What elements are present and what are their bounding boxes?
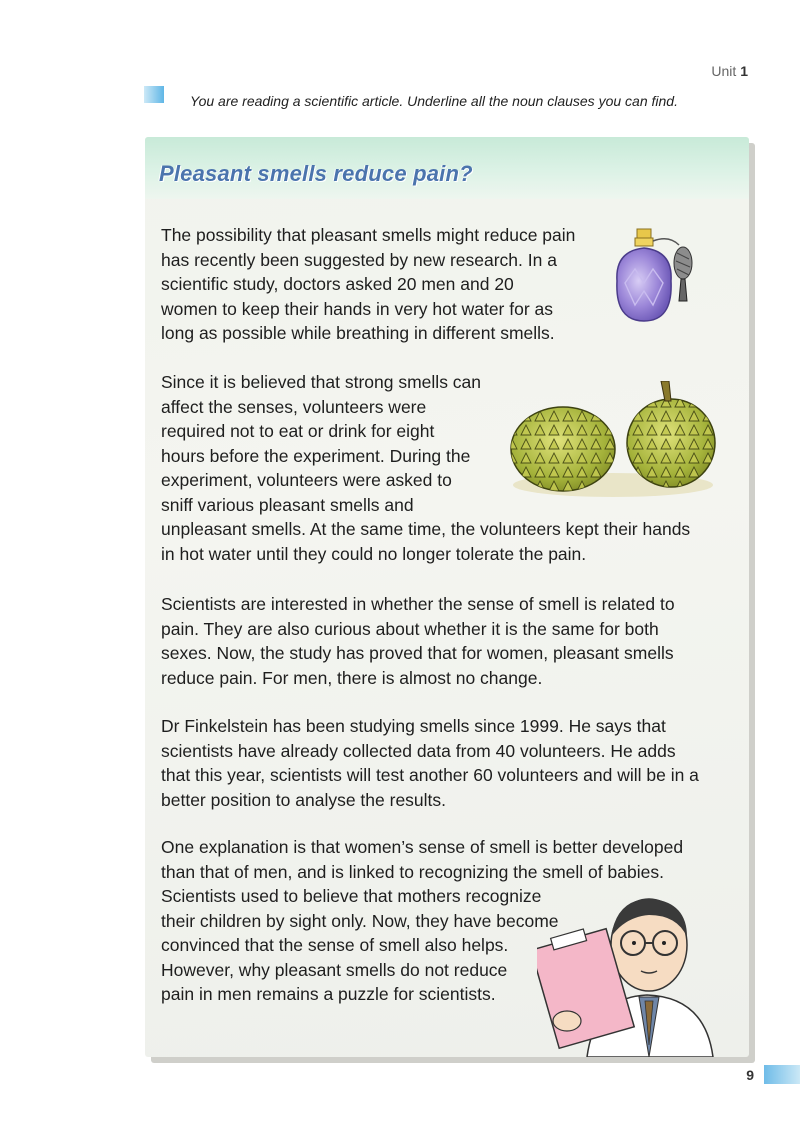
page-number: 9 <box>746 1067 754 1083</box>
text-line: women to keep their hands in very hot water for as <box>161 298 554 319</box>
instruction-marker <box>144 86 164 103</box>
text-line: has recently been suggested by new research. In a <box>161 249 557 270</box>
perfume-bottle-illustration <box>607 221 717 331</box>
text-line: unpleasant smells. At the same time, the volunteers kept their hands <box>161 519 691 539</box>
text-line: sexes. Now, the study has proved that for women, pleasant smells <box>161 643 674 663</box>
unit-number: 1 <box>740 63 748 79</box>
text-line: hours before the experiment. During the <box>161 445 471 466</box>
article-title: Pleasant smells reduce pain? <box>159 161 473 186</box>
article-paragraph-1 <box>161 223 575 346</box>
text-line: long as possible while breathing in different smells. <box>161 323 555 343</box>
text-line: affect the senses, volunteers were <box>161 396 427 417</box>
unit-label <box>711 63 748 79</box>
text-line: than that of men, and is linked to recognizing the smell of babies. <box>161 861 664 882</box>
text-line: required not to eat or drink for eight <box>161 421 435 441</box>
text-line: Since it is believed that strong smells can <box>161 372 482 392</box>
text-line: However, why pleasant smells do not reduce <box>161 959 508 980</box>
instruction-text: You are reading a scientific article. Underline all the noun clauses you can find. <box>190 93 678 109</box>
durian-fruit-illustration <box>505 381 721 501</box>
text-line: pain in men remains a puzzle for scientists. <box>161 984 496 1004</box>
text-line: scientists have already collected data from 40 volunteers. He adds <box>161 740 676 761</box>
text-line: convinced that the sense of smell also helps. <box>161 935 509 955</box>
scientist-with-clipboard-illustration <box>537 885 737 1057</box>
text-line: The possibility that pleasant smells might reduce pain <box>161 225 576 245</box>
text-line: Dr Finkelstein has been studying smells since 1999. He says that <box>161 716 666 736</box>
article-card <box>145 137 749 1057</box>
article-paragraph-4 <box>161 714 699 812</box>
text-line: One explanation is that women’s sense of smell is better developed <box>161 837 684 857</box>
text-line: better position to analyse the results. <box>161 789 447 810</box>
text-line: scientific study, doctors asked 20 men and 20 <box>161 274 514 294</box>
text-line: Scientists are interested in whether the sense of smell is related to <box>161 594 675 614</box>
text-line: that this year, scientists will test another 60 volunteers and will be in a <box>161 765 699 785</box>
article-paragraph-3 <box>161 592 675 690</box>
text-line: in hot water until they could no longer tolerate the pain. <box>161 543 587 564</box>
text-line: reduce pain. For men, there is almost no change. <box>161 667 543 688</box>
text-line: pain. They are also curious about whether it is the same for both <box>161 618 659 639</box>
page-number-marker <box>764 1065 800 1084</box>
text-line: experiment, volunteers were asked to <box>161 470 452 490</box>
unit-prefix: Unit <box>711 63 737 79</box>
text-line: sniff various pleasant smells and <box>161 494 414 515</box>
text-line: their children by sight only. Now, they have become <box>161 910 559 931</box>
text-line: Scientists used to believe that mothers recognize <box>161 886 542 906</box>
